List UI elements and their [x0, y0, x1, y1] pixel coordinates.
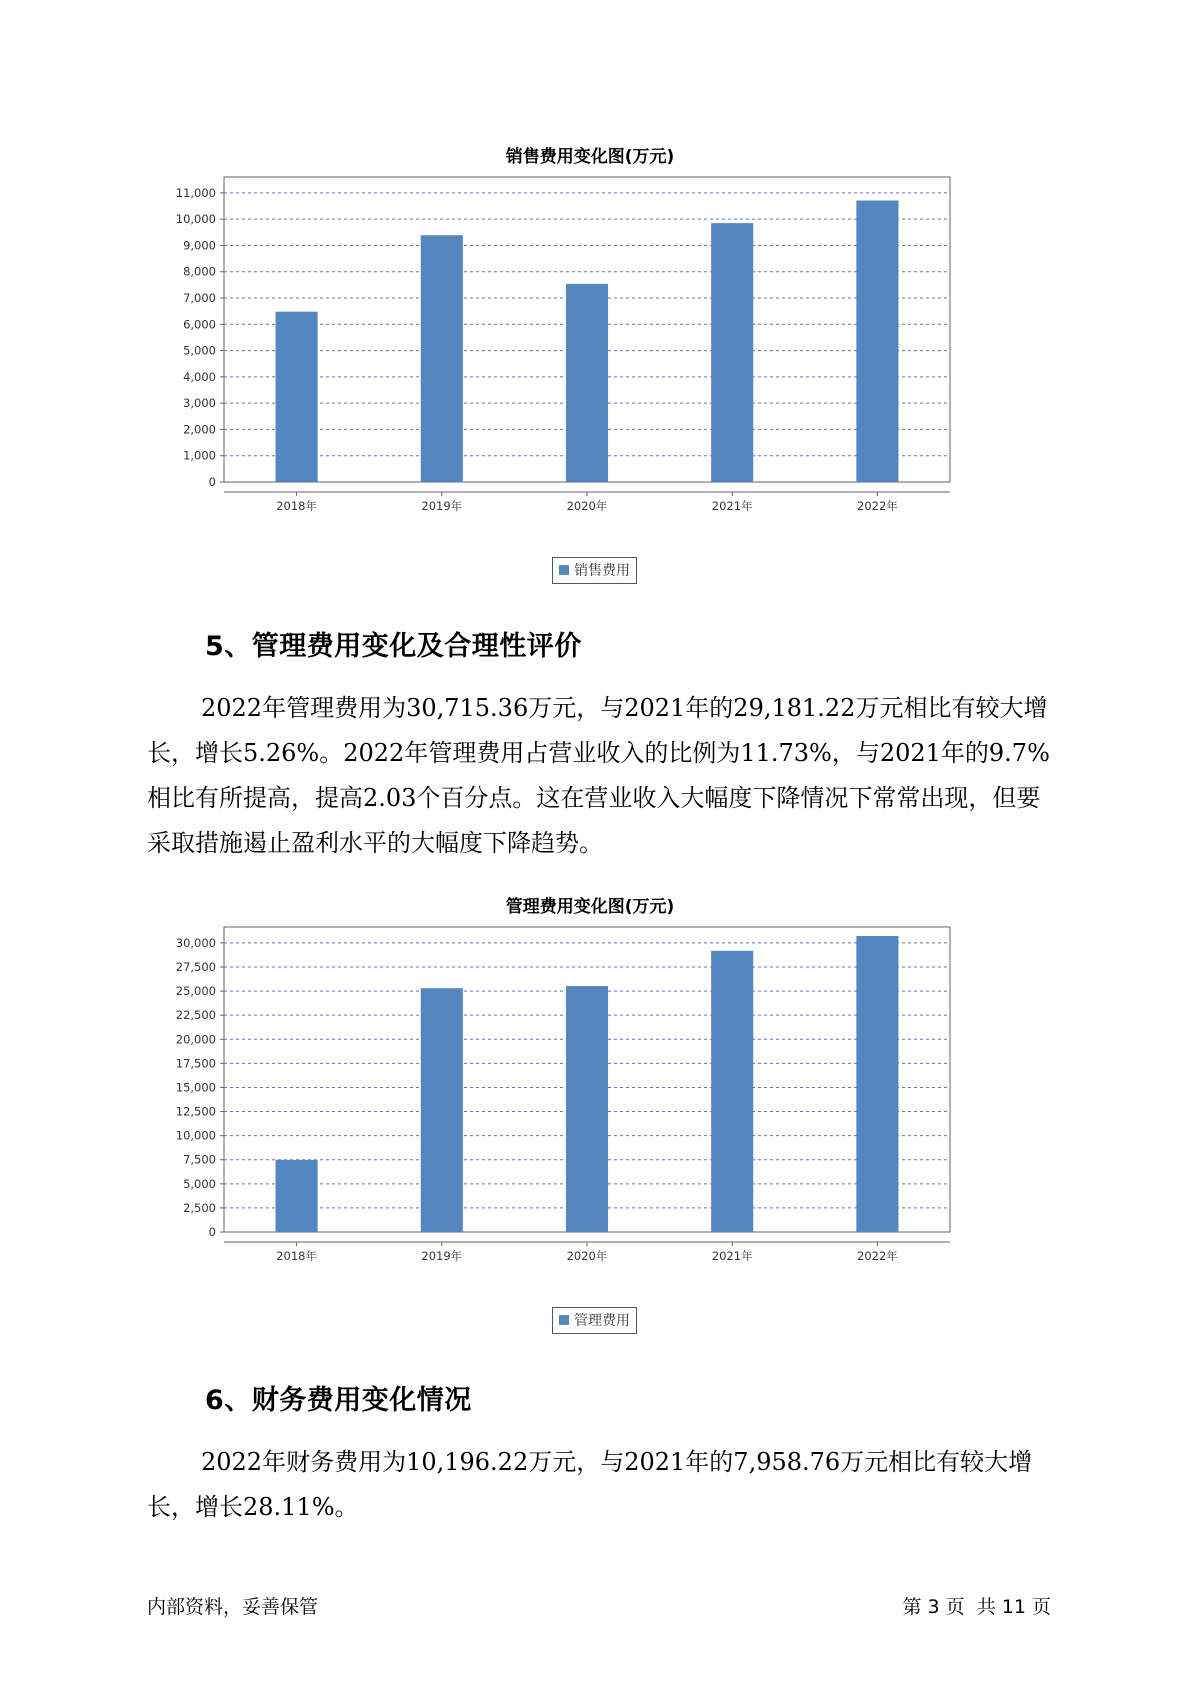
bar	[421, 235, 463, 482]
section-heading-finance: 6、财务费用变化情况	[205, 1385, 472, 1416]
y-tick-label: 2,000	[183, 422, 216, 437]
y-tick-label: 1,000	[183, 448, 216, 463]
section-heading-admin: 5、管理费用变化及合理性评价	[205, 631, 582, 662]
legend-label: 管理费用	[574, 1313, 630, 1329]
x-tick-label: 2019年	[421, 499, 463, 513]
bar	[421, 988, 463, 1232]
legend-swatch-icon	[559, 1315, 569, 1325]
footer-note: 内部资料，妥善保管	[147, 1596, 319, 1618]
y-tick-label: 10,000	[175, 212, 216, 227]
y-tick-label: 10,000	[175, 1128, 216, 1143]
y-tick-label: 27,500	[175, 959, 216, 974]
x-tick-label: 2019年	[421, 1249, 463, 1263]
y-tick-label: 9,000	[183, 238, 216, 253]
y-tick-label: 8,000	[183, 264, 216, 279]
page-number: 第 3 页 共 11 页	[902, 1596, 1051, 1618]
bar	[856, 936, 898, 1232]
sales-expense-plot	[160, 142, 1020, 562]
admin-expense-plot	[160, 892, 1020, 1312]
bar	[566, 284, 608, 482]
x-tick-label: 2021年	[711, 1249, 753, 1263]
x-tick-label: 2022年	[857, 499, 898, 513]
y-tick-label: 22,500	[175, 1008, 216, 1023]
x-tick-label: 2020年	[566, 499, 608, 513]
y-tick-label: 5,000	[183, 343, 216, 358]
x-tick-label: 2021年	[711, 499, 753, 513]
bar	[566, 986, 608, 1232]
y-tick-label: 2,500	[183, 1200, 216, 1215]
legend-swatch-icon	[559, 565, 569, 575]
y-tick-label: 5,000	[183, 1176, 216, 1191]
admin-expense-paragraph: 2022年管理费用为30,715.36万元，与2021年的29,181.22万元相比有较大增长，增长5.26%。2022年管理费用占营业收入的比例为11.73%，与2021年的9.7%相比有所提高，提高2.03个百分点。这在营业收入大幅度下降情况下常常出现，但要采取措施遏止盈利水平的大幅度下降趋势。	[147, 694, 1050, 857]
y-tick-label: 30,000	[175, 935, 216, 950]
bar	[711, 223, 753, 482]
chart-title: 管理费用变化图(万元)	[505, 897, 675, 917]
chart-title: 销售费用变化图(万元)	[505, 147, 675, 167]
y-tick-label: 7,500	[183, 1152, 216, 1167]
chart-legend	[552, 1307, 637, 1334]
y-tick-label: 11,000	[175, 185, 216, 200]
y-tick-label: 0	[208, 1225, 216, 1239]
bar	[276, 1160, 318, 1232]
y-tick-label: 7,000	[183, 291, 216, 306]
y-tick-label: 20,000	[175, 1032, 216, 1047]
y-tick-label: 6,000	[183, 317, 216, 332]
y-tick-label: 0	[208, 475, 216, 489]
y-tick-label: 3,000	[183, 396, 216, 411]
y-tick-label: 15,000	[175, 1080, 216, 1095]
bar	[856, 201, 898, 482]
legend-label: 销售费用	[574, 563, 630, 579]
bar	[276, 312, 318, 482]
finance-expense-paragraph: 2022年财务费用为10,196.22万元，与2021年的7,958.76万元相比有较大增长，增长28.11%。	[147, 1448, 1033, 1521]
chart-legend	[552, 557, 637, 584]
admin-expense-chart	[160, 892, 1020, 1342]
y-tick-label: 12,500	[175, 1104, 216, 1119]
x-tick-label: 2018年	[276, 499, 317, 513]
bar	[711, 951, 753, 1232]
x-tick-label: 2020年	[566, 1249, 608, 1263]
sales-expense-chart	[160, 142, 1020, 592]
x-tick-label: 2018年	[276, 1249, 317, 1263]
y-tick-label: 17,500	[175, 1056, 216, 1071]
x-tick-label: 2022年	[857, 1249, 898, 1263]
y-tick-label: 25,000	[175, 984, 216, 999]
y-tick-label: 4,000	[183, 369, 216, 384]
